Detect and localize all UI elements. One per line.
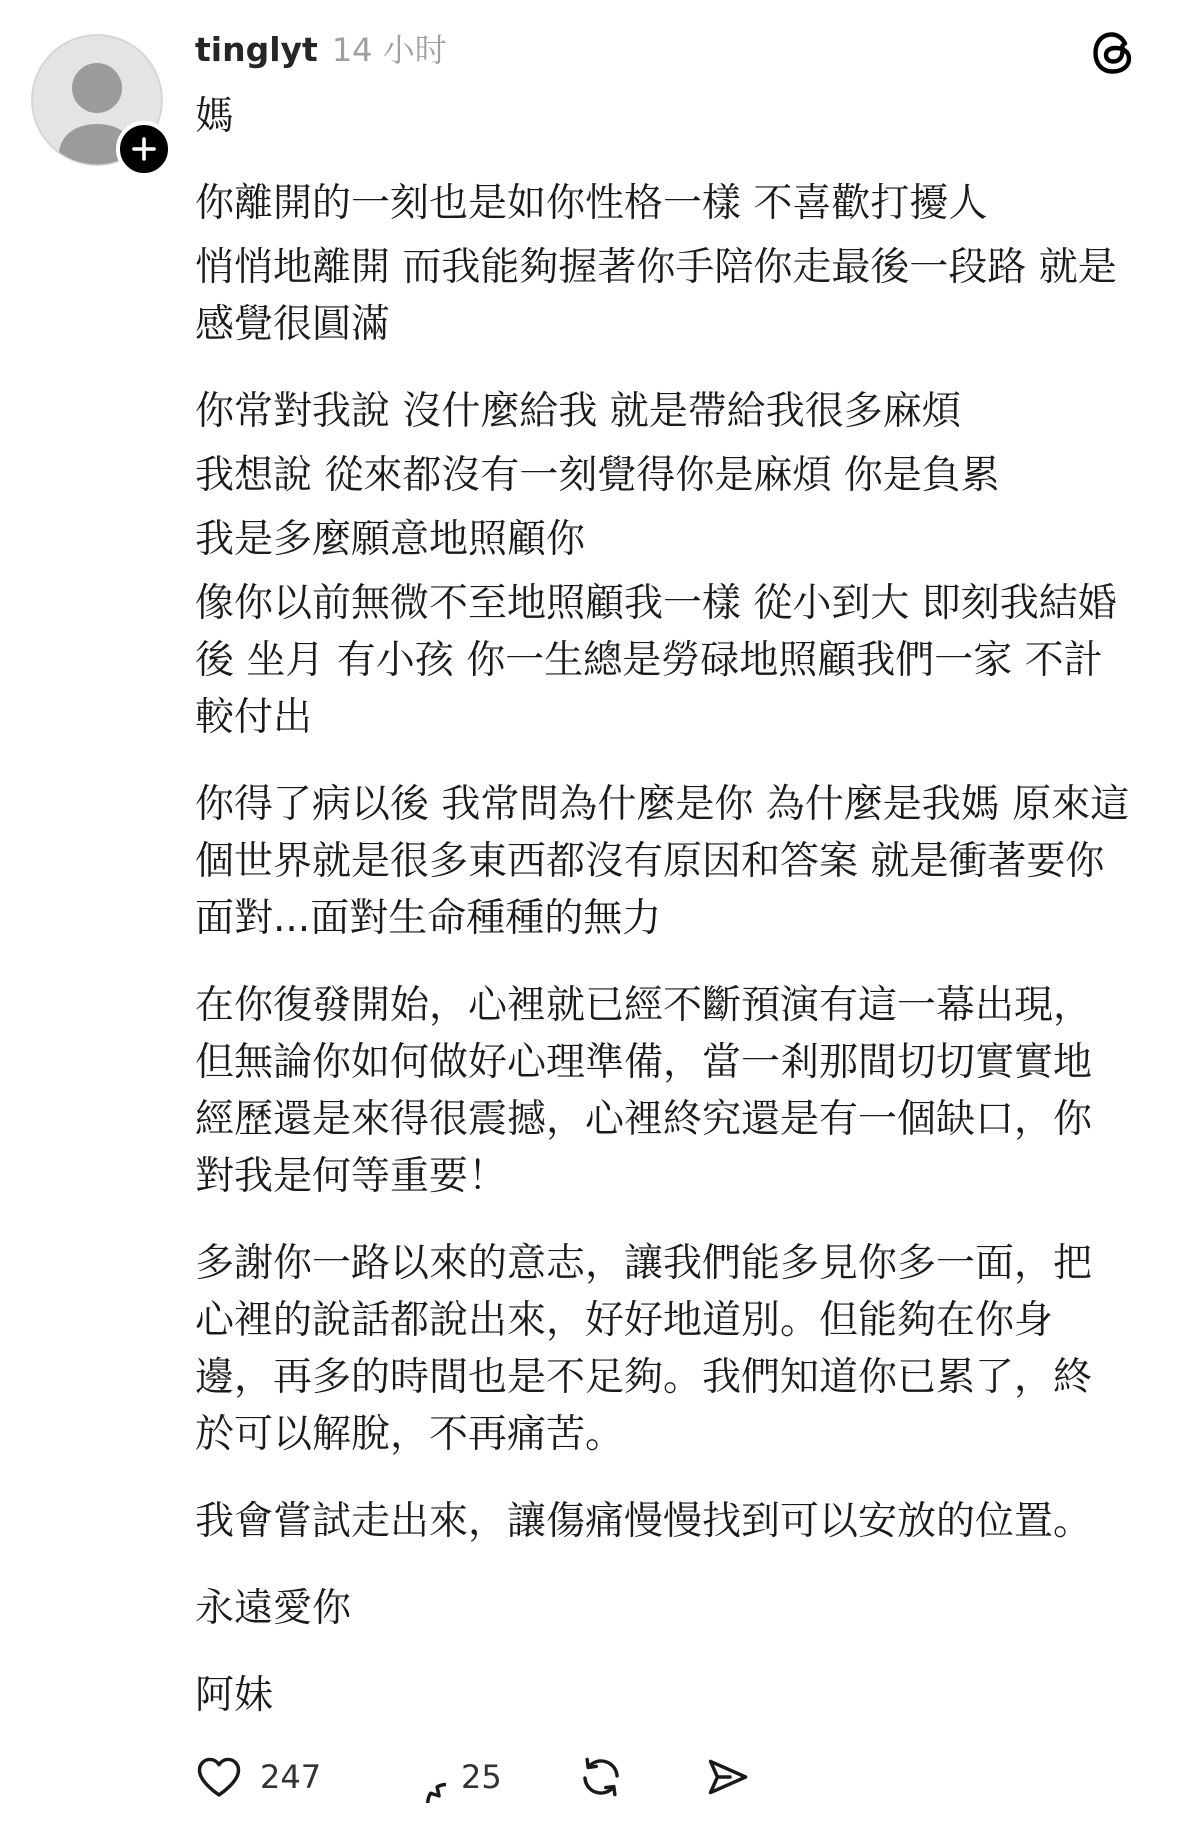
post-line — [195, 1493, 1165, 1550]
post-paragraph — [195, 1580, 1165, 1637]
post-text-row: 永遠愛你 — [195, 1586, 352, 1631]
post-text-row: 後 坐月 有小孩 你一生總是勞碌地照顧我們一家 不計 — [195, 638, 1103, 683]
like-button[interactable] — [193, 1751, 321, 1803]
plus-icon — [131, 136, 157, 162]
post-text-row: 阿妹 — [195, 1673, 274, 1718]
post-text-row: 多謝你一路以來的意志，讓我們能多見你多一面，把 — [195, 1241, 1093, 1286]
username[interactable]: tinglyt — [195, 30, 318, 69]
post-paragraph — [195, 1667, 1165, 1724]
post-paragraph — [195, 383, 1165, 746]
post-line — [195, 977, 1165, 1205]
post-text-row: 在你復發開始，心裡就已經不斷預演有這一幕出現， — [195, 983, 1093, 1028]
post-paragraph — [195, 175, 1165, 353]
follow-button[interactable] — [116, 121, 172, 177]
post-paragraph — [195, 776, 1165, 947]
post-text-row: 感覺很圓滿 — [195, 302, 391, 347]
post-line — [195, 1667, 1165, 1724]
post-text-row: 我想說 從來都沒有一刻覺得你是麻煩 你是負累 — [195, 453, 1000, 498]
post-line — [195, 88, 1165, 145]
post-line — [195, 575, 1165, 746]
repost-button[interactable] — [575, 1751, 627, 1803]
share-icon — [701, 1751, 753, 1803]
post-text-row: 個世界就是很多東西都沒有原因和答案 就是衝著要你 — [195, 839, 1105, 884]
post-text-row: 較付出 — [195, 695, 313, 740]
like-count: 247 — [260, 1758, 322, 1796]
post-text-row: 但無論你如何做好心理準備，當一剎那間切切實實地 — [195, 1040, 1093, 1085]
post-text-row: 你離開的一刻也是如你性格一樣 不喜歡打擾人 — [195, 181, 988, 226]
threads-logo-icon — [1090, 29, 1138, 77]
post-line — [195, 175, 1165, 232]
post-text-row: 我是多麼願意地照顧你 — [195, 517, 586, 562]
post-text-row: 於可以解脫，不再痛苦。 — [195, 1412, 625, 1457]
post-line — [195, 1580, 1165, 1637]
post-line — [195, 776, 1165, 947]
post-text-row: 悄悄地離開 而我能夠握著你手陪你走最後一段路 就是 — [195, 245, 1117, 290]
post-paragraph — [195, 88, 1165, 145]
post-paragraph — [195, 1493, 1165, 1550]
post-line — [195, 239, 1165, 353]
post-text-row: 我會嘗試走出來，讓傷痛慢慢找到可以安放的位置。 — [195, 1499, 1093, 1544]
post-text-row: 面對...面對生命種種的無力 — [195, 896, 662, 941]
repost-icon — [575, 1751, 627, 1803]
post-time: 14 小时 — [331, 31, 447, 69]
share-button[interactable] — [701, 1751, 753, 1803]
post-paragraph — [195, 977, 1165, 1205]
post-body — [195, 88, 1165, 1724]
comment-icon — [394, 1751, 446, 1803]
post-text-row: 心裡的說話都說出來，好好地道別。但能夠在你身 — [195, 1298, 1054, 1343]
post-line — [195, 447, 1165, 504]
comment-button[interactable] — [394, 1751, 502, 1803]
post-text-row: 邊，再多的時間也是不足夠。我們知道你已累了，終 — [195, 1355, 1093, 1400]
post-text-row: 對我是何等重要！ — [195, 1154, 508, 1199]
post-header — [195, 26, 447, 74]
post-line — [195, 1235, 1165, 1463]
post-text-row: 你常對我說 沒什麼給我 就是帶給我很多麻煩 — [195, 389, 961, 434]
post-text-row: 你得了病以後 我常問為什麼是你 為什麼是我媽 原來這 — [195, 782, 1130, 827]
post-line — [195, 511, 1165, 568]
post-text-row: 媽 — [195, 94, 235, 139]
post-text-row: 經歷還是來得很震撼，心裡終究還是有一個缺口，你 — [195, 1097, 1093, 1142]
post-line — [195, 383, 1165, 440]
post-text-row: 像你以前無微不至地照顧我一樣 從小到大 即刻我結婚 — [195, 581, 1117, 626]
post-paragraph — [195, 1235, 1165, 1463]
heart-icon — [193, 1751, 245, 1803]
comment-count: 25 — [461, 1758, 502, 1796]
